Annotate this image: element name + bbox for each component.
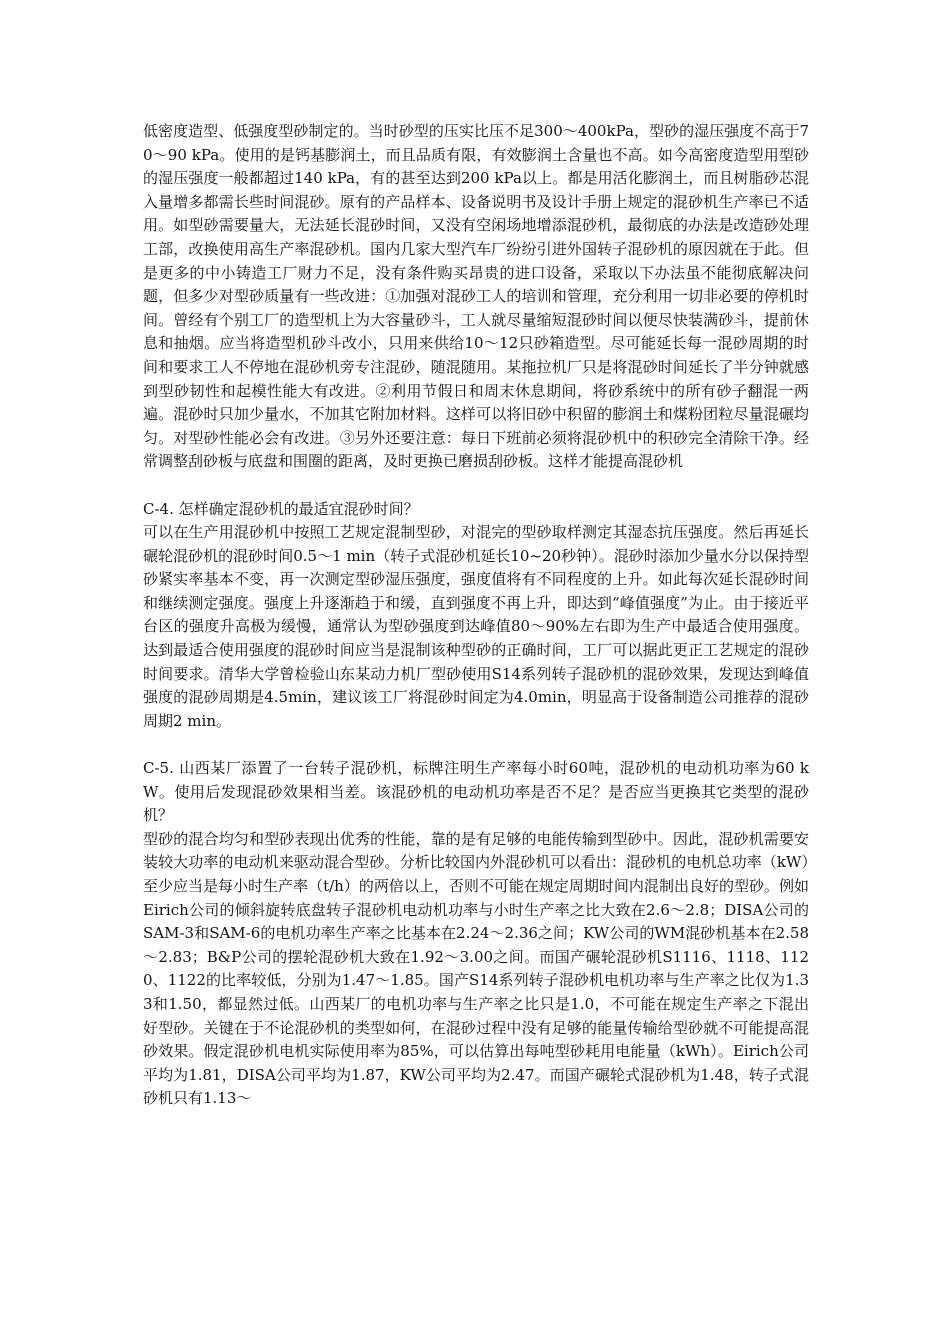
question-c4: C-4. 怎样确定混砂机的最适宜混砂时间？ xyxy=(143,499,419,518)
intro-paragraph: 低密度造型、低强度型砂制定的。当时砂型的压实比压不足300～400kPa，型砂的湿压强度不高于70～90 kPa。使用的是钙基膨润土，而且品质有限，有效膨润土含量也不高。如今高密度造型用型砂的湿压强度一般都超过140 kPa，有的甚至达到200 kPa以上。都是用活化膨润土，而且树脂砂芯混入量增多都需长些时间混砂。原有的产品样本、设备说明书及设计手册上规定的混砂机生产率已不适用。如型砂需要量大，无法延长混砂时间，又没有空闲场地增添混砂机，最彻底的办法是改造砂处理工部，改换使用高生产率混砂机。国内几家大型汽车厂纷纷引进外国转子混砂机的原因就在于此。但是更多的中小铸造工厂财力不足，没有条件购买昂贵的进口设备，采取以下办法虽不能彻底解决问题，但多少对型砂质量有一些改进：①加强对混砂工人的培训和管理，充分利用一切非必要的停机时间。曾经有个别工厂的造型机上为大容量砂斗，工人就尽量缩短混砂时间以便尽快装满砂斗，提前休息和抽烟。应当将造型机砂斗改小，只用来供给10～12只砂箱造型。尽可能延长每一混砂周期的时间和要求工人不停地在混砂机旁专注混砂，随混随用。某拖拉机厂只是将混砂时间延长了半分钟就感到型砂韧性和起模性能大有改进。②利用节假日和周末休息期间，将砂系统中的所有砂子翻混一两遍。混砂时只加少量水，不加其它附加材料。这样可以将旧砂中积留的膨润土和煤粉团粒尽量混碾均匀。对型砂性能必会有改进。③另外还要注意：每日下班前必须将混砂机中的积砂完全清除干净。经常调整刮砂板与底盘和围圈的距离，及时更换已磨损刮砂板。这样才能提高混砂机 xyxy=(143,122,809,471)
answer-c4: 可以在生产用混砂机中按照工艺规定混制型砂，对混完的型砂取样测定其湿态抗压强度。然后再延长碾轮混砂机的混砂时间0.5～1 min（转子式混砂机延长10~20秒钟）。混砂时添加少量水分以保持型砂紧实率基本不变，再一次测定型砂湿压强度，强度值将有不同程度的上升。如此每次延长混砂时间和继续测定强度。强度上升逐渐趋于和缓，直到强度不再上升，即达到“峰值强度”为止。由于接近平台区的强度升高极为缓慢，通常认为型砂强度到达峰值80～90%左右即为生产中最适合使用强度。达到最适合使用强度的混砂时间应当是混制该种型砂的正确时间，工厂可以据此更正工艺规定的混砂时间要求。清华大学曾检验山东某动力机厂型砂使用S14系列转子混砂机的混砂效果，发现达到峰值强度的混砂周期是4.5min，建议该工厂将混砂时间定为4.0min，明显高于设备制造公司推荐的混砂周期2 min。 xyxy=(143,523,809,730)
document-page xyxy=(143,120,809,1135)
question-c5: C-5. 山西某厂添置了一台转子混砂机，标牌注明生产率每小时60吨，混砂机的电动机功率为60 kW。使用后发现混砂效果相当差。该混砂机的电动机功率是否不足？是否应当更换其它类型的混砂机？ xyxy=(143,759,809,825)
section-c5 xyxy=(143,757,809,1111)
answer-c5: 型砂的混合均匀和型砂表现出优秀的性能，靠的是有足够的电能传输到型砂中。因此，混砂机需要安装较大功率的电动机来驱动混合型砂。分析比较国内外混砂机可以看出：混砂机的电机总功率（kW）至少应当是每小时生产率（t/h）的两倍以上，否则不可能在规定周期时间内混制出良好的型砂。例如Eirich公司的倾斜旋转底盘转子混砂机电动机功率与小时生产率之比大致在2.6～2.8；DISA公司的SAM-3和SAM-6的电机功率生产率之比基本在2.24～2.36之间；KW公司的WM混砂机基本在2.58～2.83；B&P公司的摆轮混砂机大致在1.92～3.00之间。而国产碾轮混砂机S1116、1118、1120、1122的比率较低，分别为1.47～1.85。国产S14系列转子混砂机电机功率与生产率之比仅为1.33和1.50，都显然过低。山西某厂的电机功率与生产率之比只是1.0，不可能在规定生产率之下混出好型砂。关键在于不论混砂机的类型如何，在混砂过程中没有足够的能量传输给型砂就不可能提高混砂效果。假定混砂机电机实际使用率为85%，可以估算出每吨型砂耗用电能量（kWh）。Eirich公司平均为1.81，DISA公司平均为1.87，KW公司平均为2.47。而国产碾轮式混砂机为1.48，转子式混砂机只有1.13～ xyxy=(143,829,809,1108)
section-intro xyxy=(143,120,809,474)
section-c4 xyxy=(143,498,809,734)
